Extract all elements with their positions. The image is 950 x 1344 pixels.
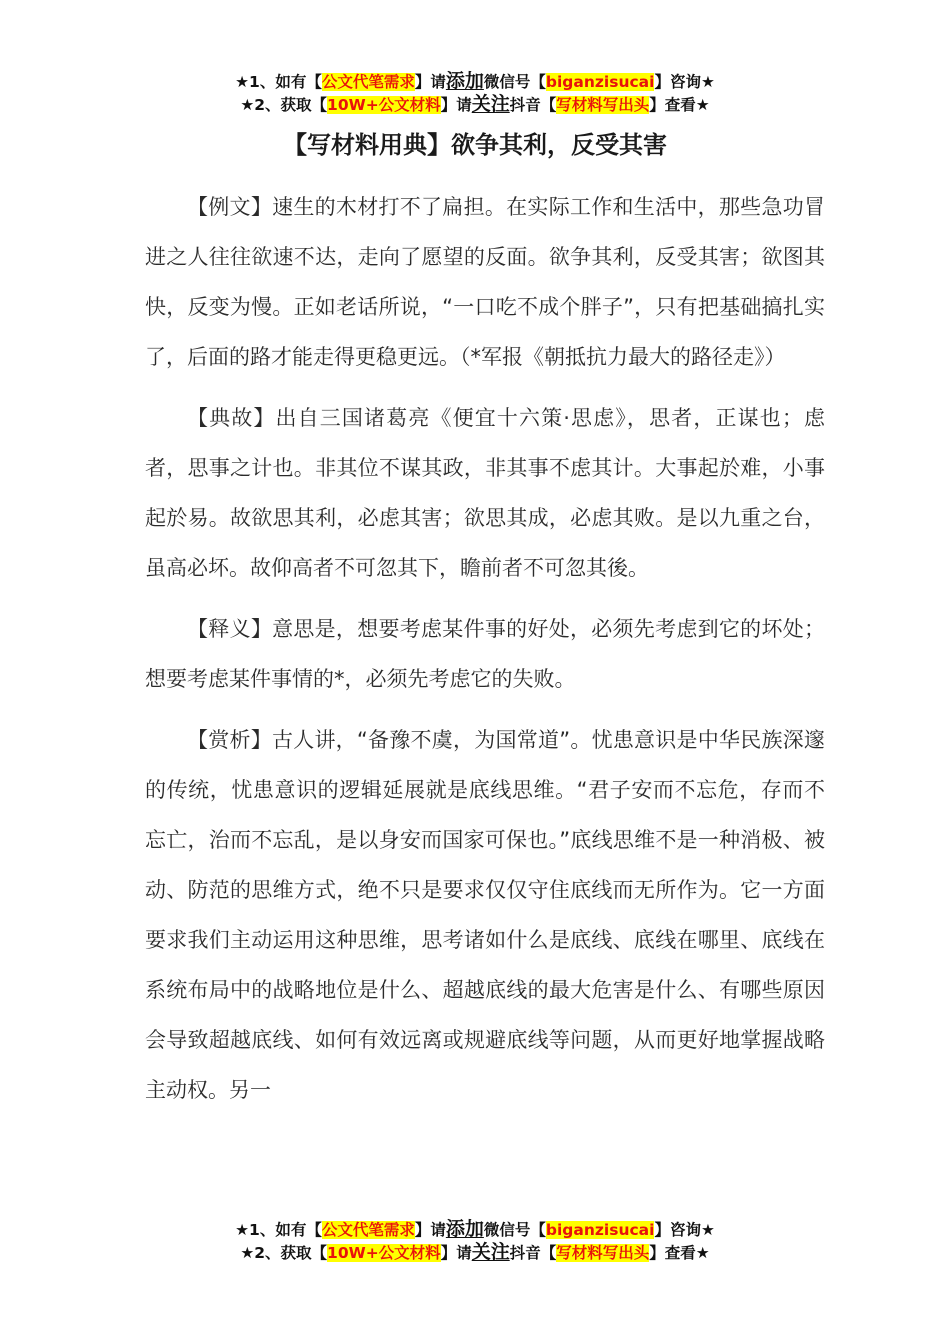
paragraph-example: 【例文】速生的木材打不了扁担。在实际工作和生活中，那些急功冒进之人往往欲速不达，走向了愿望的反面。欲争其利，反受其害；欲图其快，反变为慢。正如老话所说，“一口吃不成个胖子”，只有把基础搞扎实了，后面的路才能走得更稳更远。（*军报《朝抵抗力最大的路径走》） <box>145 195 825 369</box>
banner-text: 抖音【 <box>509 1244 557 1262</box>
banner-emphasis: 添加 <box>445 1218 484 1240</box>
banner-prefix: ★2、获取【 <box>240 1244 328 1262</box>
banner-line-2 <box>0 1241 950 1264</box>
banner-text: 】请 <box>414 73 446 91</box>
banner-emphasis: 关注 <box>471 93 510 115</box>
footer-banner <box>0 1218 950 1264</box>
article-body <box>145 182 825 1126</box>
banner-text: 】请 <box>414 1221 446 1239</box>
banner-prefix: ★1、如有【 <box>235 73 322 91</box>
banner-text: 抖音【 <box>509 96 557 114</box>
banner-wechat-id: biganzisucai <box>545 73 655 91</box>
banner-emphasis: 关注 <box>471 1241 510 1263</box>
banner-text: 微信号【 <box>483 73 546 91</box>
banner-douyin-id: 写材料写出头 <box>556 96 650 114</box>
banner-text: 微信号【 <box>483 1221 546 1239</box>
banner-prefix: ★2、获取【 <box>240 96 328 114</box>
page-title: 【写材料用典】欲争其利，反受其害 <box>283 131 667 159</box>
banner-douyin-id: 写材料写出头 <box>556 1244 650 1262</box>
banner-text: 】请 <box>440 1244 472 1262</box>
banner-line-1 <box>0 1218 950 1241</box>
banner-highlight: 公文代笔需求 <box>321 73 415 91</box>
paragraph-allusion: 【典故】出自三国诸葛亮《便宜十六策·思虑》，思者，正谋也；虑者，思事之计也。非其位不谋其政，非其事不虑其计。大事起於难，小事起於易。故欲思其利，必虑其害；欲思其成，必虑其败。是以九重之台，虽高必坏。故仰高者不可忽其下，瞻前者不可忽其後。 <box>145 406 825 580</box>
banner-suffix: 】咨询★ <box>654 73 715 91</box>
banner-suffix: 】查看★ <box>649 1244 710 1262</box>
banner-wechat-id: biganzisucai <box>545 1221 655 1239</box>
banner-highlight: 10W+公文材料 <box>327 96 441 114</box>
paragraph-meaning: 【释义】意思是，想要考虑某件事的好处，必须先考虑到它的坏处；想要考虑某件事情的*，必须先考虑它的失败。 <box>145 617 825 691</box>
banner-highlight: 公文代笔需求 <box>321 1221 415 1239</box>
banner-suffix: 】查看★ <box>649 96 710 114</box>
header-banner <box>0 70 950 116</box>
banner-highlight: 10W+公文材料 <box>327 1244 441 1262</box>
banner-text: 】请 <box>440 96 472 114</box>
banner-emphasis: 添加 <box>445 70 484 92</box>
banner-suffix: 】咨询★ <box>654 1221 715 1239</box>
paragraph-appreciation: 【赏析】古人讲，“备豫不虞，为国常道”。忧患意识是中华民族深邃的传统，忧患意识的逻辑延展就是底线思维。“君子安而不忘危，存而不忘亡，治而不忘乱，是以身安而国家可保也。”底线思维不是一种消极、被动、防范的思维方式，绝不只是要求仅仅守住底线而无所作为。它一方面要求我们主动运用这种思维，思考诸如什么是底线、底线在哪里、底线在系统布局中的战略地位是什么、超越底线的最大危害是什么、有哪些原因会导致超越底线、如何有效远离或规避底线等问题，从而更好地掌握战略主动权。另一 <box>145 728 825 1102</box>
banner-prefix: ★1、如有【 <box>235 1221 322 1239</box>
banner-line-1 <box>0 70 950 93</box>
banner-line-2 <box>0 93 950 116</box>
